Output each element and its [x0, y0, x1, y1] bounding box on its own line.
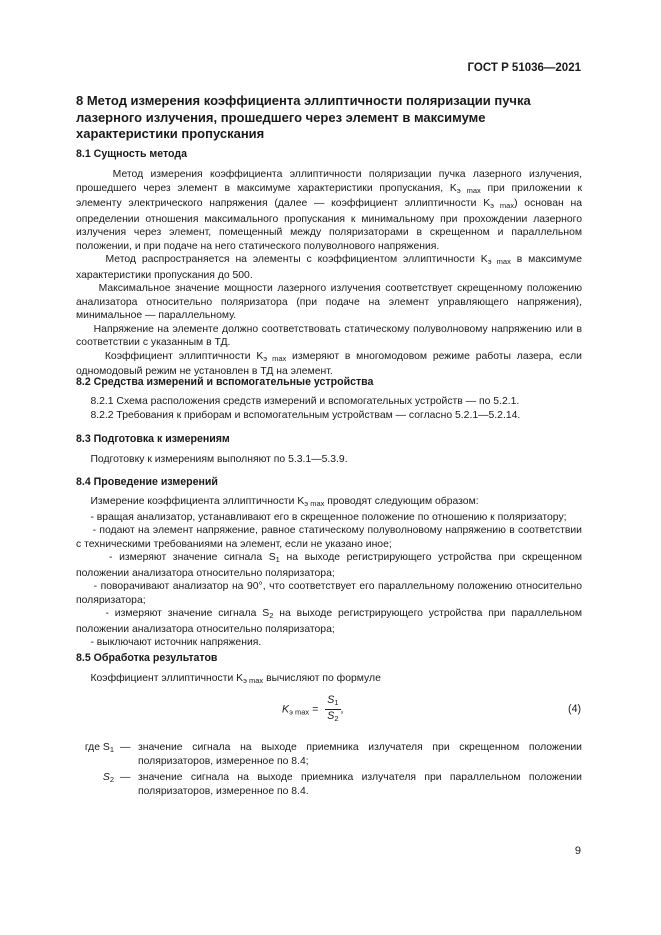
subsection-8-3-body: [76, 453, 582, 467]
list-item: 8.2.1 Схема расположения средств измерений и вспомогательных устройств — по 5.2.1.: [90, 396, 520, 407]
fraction: $\frac{S_1}{S_2}$: [327, 694, 339, 723]
list-item: - измеряют значение сигнала $S_1$ на выходе регистрирующего устройства при скрещенном положении анализатора относительно поляризатора;: [76, 552, 582, 579]
paragraph: Коэффициент эллиптичности $K_{э max}$ измеряют в многомодовом режиме работы лазера, если одномодовый режим не установлен в ТД на элемент.: [76, 350, 582, 377]
formula: $K_{э max}$ = $\frac{S_1}{S_2}$ ,: [282, 694, 344, 723]
list-item: - измеряют значение сигнала $S_2$ на выходе регистрирующего устройства при параллельном положении анализатора относительно поляризатора;: [76, 608, 582, 635]
page-number: 9: [574, 845, 581, 857]
paragraph: Метод измерения коэффициента эллиптичности поляризации пучка лазерного излучения, прошедшего через элемент в максимуме характеристики пропускания, $K_{э max}$ при приложении к элементу электрического напряжения (далее — коэффициент эллиптичности $K_{э max}$) основан на определении отношения максимального пропускания к минимальному при прохождении лазерного излучения через элемент, помещенный между поляризаторами в скрещенном и параллельном положении, и при подаче на него статического полуволнового напряжения.: [76, 169, 582, 252]
list-item: - вращая анализатор, устанавливают его в скрещенное положение по отношению к поляризатору;: [90, 511, 567, 523]
document-page: ГОСТ Р 51036—2021 8 Метод измерения коэффициента эллиптичности поляризации пучка лазерного излучения, прошедшего через элемент в максимуме характеристики пропускания 8.1 Сущность метода Метод измерения коэффициента эллиптичности поляризации пучка лазерного излучения, прошедшего через элемент в максимуме характеристики пропускания, $K_{э max}$ при приложении к элементу электрического напряжения (далее — коэффициент эллиптичности $K_{э max}$) основан на определении отношения максимального пропускания к минимальному при прохождении лазерного излучения через элемент, помещенный между поляризаторами в скрещенном и параллельном положении, и при подаче на него статического полуволнового напряжения. Метод распространяется на элементы с коэффициентом эллиптичности $K_{э max}$ в максимуме характеристики пропускания до 500. Максимальное значение мощности лазерного излучения соответствует скрещенному положению анализатора относительно поляризатора (при подаче на элемент управляющего напряжения), минимальное — параллельному. Напряжение на элементе должно соответствовать статическому полуволновому напряжению или в соответствии с указанным в ТД. Коэффициент эллиптичности $K_{э max}$ измеряют в многомодовом режиме работы лазера, если одномодовый режим не установлен в ТД на элемент. 8.2 Средства измерений и вспомогательные устройства 8.2.1 Схема расположения средств измерений и вспомогательных устройств — по 5.2.1. 8.2.2 Требования к приборам и вспомогательным устройствам — согласно 5.2.1—5.2.14. 8.3 Подготовка к измерениям Подготовку к измерениям выполняют по 5.3.1—5.3.9. 8.4 Проведение измерений Измерение коэффициента эллиптичности $K_{э max}$ проводят следующим образом: - вращая анализатор, устанавливают его в скрещенное положение по отношению к поляризатору; - подают на элемент напряжение, равное статическому полуволновому напряжению в соответствии с техническими требованиями на элемент, если не указано иное; - измеряют значение сигнала $S_1$ на выходе регистрирующего устройства при скрещенном положении анализатора относительно поляризатора; - поворачивают анализатор на 90°, что соответствует его параллельному положению относительно поляризатора; - измеряют значение сигнала $S_2$ на выходе регистрирующего устройства при параллельном положении анализатора относительно поляризатора; - выключают источник напряжения. 8.5 Обработка результатов Коэффициент эллиптичности $K_{э max}$ вычисляют по формуле $K_{э max}$ = $\frac{S_1}{S_2}$ , (4) где $S_1$ — значение сигнала на выходе приемника излучателя при скрещенном положении поляризаторов, измеренное по 8.4; $S_2$ — значение сигнала на выходе приемника излучателя при параллельном положении поляризаторов, измеренное по 8.4. 9: [76, 62, 583, 857]
paragraph: Метод распространяется на элементы с коэффициентом эллиптичности $K_{э max}$ в максимуме характеристики пропускания до 500.: [76, 254, 582, 281]
paragraph: Подготовку к измерениям выполняют по 5.3.1—5.3.9.: [90, 454, 348, 465]
standard-designation: ГОСТ Р 51036—2021: [467, 62, 581, 74]
subsection-8-5-intro: [76, 672, 582, 688]
subsection-8-2-heading: 8.2 Средства измерений и вспомогательные устройства: [76, 376, 374, 388]
paragraph: Коэффициент эллиптичности $K_{э max}$ вычисляют по формуле: [90, 673, 381, 685]
list-item: - подают на элемент напряжение, равное статическому полуволновому напряжению в соответствии с техническими требованиями на элемент, если не указано иное;: [76, 525, 582, 550]
paragraph: Максимальное значение мощности лазерного излучения соответствует скрещенному положению анализатора относительно поляризатора (при подаче на элемент управляющего напряжения), минимальное — параллельному.: [76, 283, 582, 321]
list-item: - поворачивают анализатор на 90°, что соответствует его параллельному положению относительно поляризатора;: [76, 581, 583, 606]
list-item: 8.2.2 Требования к приборам и вспомогательным устройствам — согласно 5.2.1—5.2.14.: [90, 409, 521, 421]
subsection-8-2-body: [76, 395, 582, 422]
paragraph: Напряжение на элементе должно соответствовать статическому полуволновому напряжению или в соответствии с указанным в ТД.: [76, 323, 583, 348]
equation-number: (4): [568, 703, 581, 715]
paragraph: Измерение коэффициента эллиптичности $K_{э max}$ проводят следующим образом:: [90, 496, 479, 508]
subsection-8-5-heading: 8.5 Обработка результатов: [76, 652, 218, 664]
section-title: 8 Метод измерения коэффициента эллиптичности поляризации пучка лазерного излучения, прошедшего через элемент в максимуме характеристики пропускания: [76, 93, 531, 141]
list-item: - выключают источник напряжения.: [90, 637, 262, 648]
subsection-8-4-heading: 8.4 Проведение измерений: [76, 476, 218, 488]
subsection-8-1-heading: 8.1 Сущность метода: [76, 148, 188, 160]
subsection-8-4-body: [76, 495, 582, 650]
subsection-8-1-body: [76, 168, 582, 379]
subsection-8-3-heading: 8.3 Подготовка к измерениям: [76, 433, 230, 445]
